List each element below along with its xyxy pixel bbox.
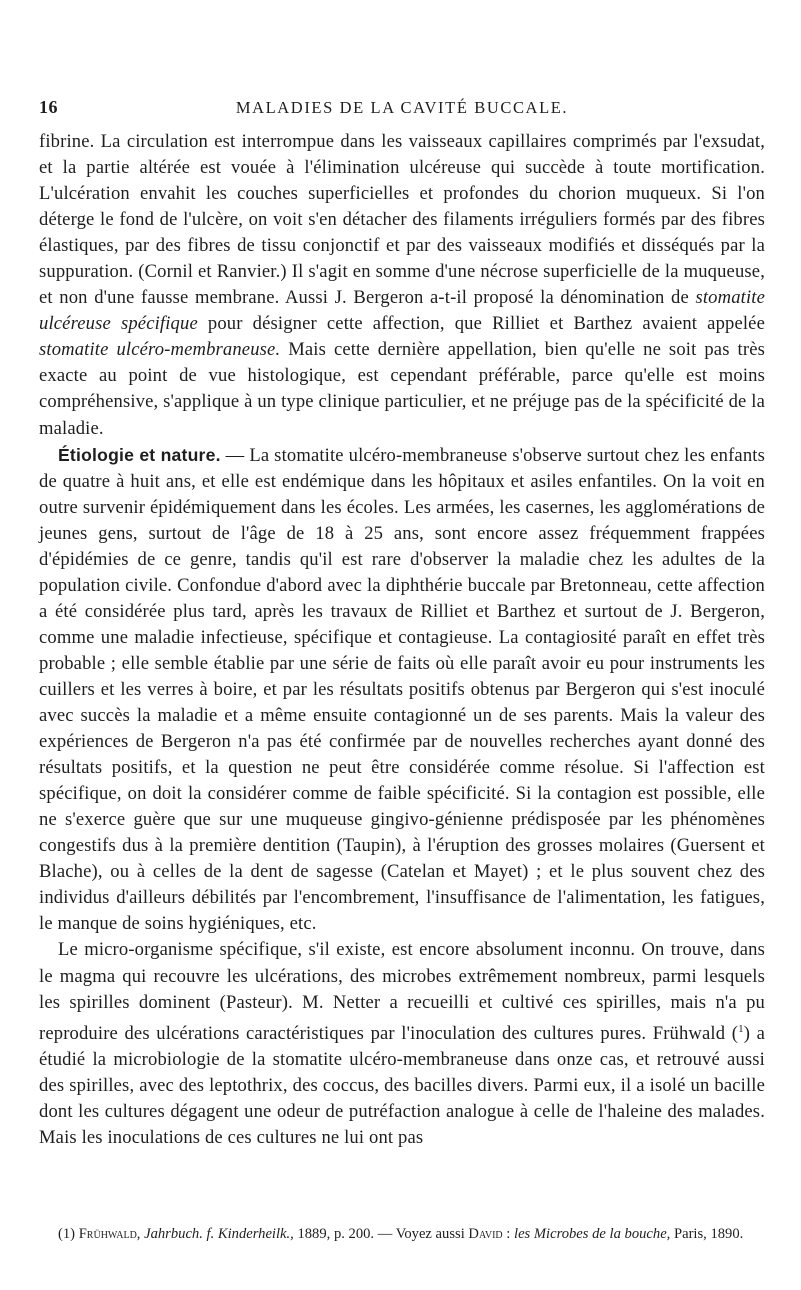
italic-term: stomatite ulcéreuse spécifique xyxy=(39,287,765,335)
footnote xyxy=(39,1224,765,1244)
footnote-marker: (1) xyxy=(58,1226,76,1242)
paragraph-text: ) a étudié la microbiologie de la stomatite ulcéro-membraneuse dans onze cas, et retrouvé aussi des spirilles, avec des leptothrix, des coccus, des bacilles divers. Parmi eux, il a isolé un bacille dont les cultures dégagent une odeur de putréfaction analogue à celle de l'haleine des malades. Mais les inoculations de ces cultures ne lui ont pas xyxy=(39,1022,766,1148)
paragraph-microbiology xyxy=(39,937,765,1151)
page-number: 16 xyxy=(39,97,58,117)
italic-term: stomatite ulcéro-membraneuse. xyxy=(39,339,281,361)
footnote-reference: 1 xyxy=(738,1022,744,1035)
paragraph-pathology xyxy=(39,129,765,442)
footnote-tail: Paris, 1890. xyxy=(670,1226,744,1242)
paragraph-text: — La stomatite ulcéro-membraneuse s'observe surtout chez les enfants de quatre à huit ans, et elle est endémique dans les hôpitaux et asiles enfantiles. On la voit en outre survenir épidémiquement dans les écoles. Les armées, les casernes, les agglomérations de jeunes gens, surtout de l'âge de 18 à 25 ans, sont encore assez fréquemment frappées d'épidémies de ce genre, tandis qu'il est rare d'observer la maladie chez les adultes de la population civile. Confondue d'abord avec la diphthérie buccale par Bretonneau, cette affection a été considérée plus tard, après les travaux de Rilliet et Barthez et surtout de J. Bergeron, comme une maladie infectieuse, spécifique et contagieuse. La contagiosité paraît en effet très probable ; elle semble établie par une série de faits où elle paraît avoir eu pour instruments les cuillers et les verres à boire, et par les résultats positifs obtenus par Bergeron qui s'est inoculé avec succès la maladie et a même ensuite contagionné un de ses parents. Mais la valeur des expériences de Bergeron n'a pas été confirmée par de nouvelles recherches ayant donné des résultats positifs, et la question ne peut être considérée comme résolue. Si l'affection est spécifique, on doit la considérer comme de faible spécificité. Si la contagion est possible, elle ne s'exerce guère que sur une muqueuse gingivo-génienne prédisposée par les phénomènes congestifs dus à la première dentition (Taupin), à l'éruption des grosses molaires (Guersent et Blache), ou à celles de la dent de sagesse (Catelan et Mayet) ; et le plus souvent chez des individus d'ailleurs débilités par l'encombrement, l'insuffisance de l'alimentation, les fatigues, le manque de soins hygiéniques, etc. xyxy=(39,444,765,935)
body-text xyxy=(39,129,765,1151)
footnote-title: les Microbes de la bouche, xyxy=(514,1226,671,1242)
section-heading: Étiologie et nature. xyxy=(58,444,221,465)
running-head xyxy=(39,97,765,119)
paragraph-text: Mais cette dernière appellation, bien qu'elle ne soit pas très exacte au point de vue histologique, est cependant préférable, parce qu'elle est moins compréhensive, s'applique à un type clinique particulier, et ne préjuge pas de la spécificité de la maladie. xyxy=(39,339,765,439)
footnote-author: Frühwald, xyxy=(78,1226,141,1242)
header-title: MALADIES DE LA CAVITÉ BUCCALE. xyxy=(235,98,569,117)
paragraph-text: pour désigner cette affection, que Rilliet et Barthez avaient appelée xyxy=(197,313,765,335)
footnote-text xyxy=(39,1224,765,1244)
paragraph-etiology xyxy=(39,442,765,938)
paragraph-text: Le micro-organisme spécifique, s'il existe, est encore absolument inconnu. On trouve, dans le magma qui recouvre les ulcérations, des microbes extrêmement nombreux, parmi lesquels les spirilles dominent (Pasteur). M. Netter a recueilli et cultivé ces spirilles, mais n'a pu reproduire des ulcérations caractéristiques par l'inoculation des cultures pures. Frühwald ( xyxy=(39,939,765,1044)
footnote-author-2: David xyxy=(468,1226,503,1242)
footnote-journal: Jahrbuch. f. Kinderheilk., xyxy=(144,1226,294,1242)
footnote-separator: : xyxy=(502,1226,515,1242)
paragraph-text: fibrine. La circulation est interrompue dans les vaisseaux capillaires comprimés par l'exsudat, et la partie altérée est vouée à l'élimination ulcéreuse qui succède à toute mortification. L'ulcération envahit les couches superficielles et profondes du chorion muqueux. Si l'on déterge le fond de l'ulcère, on voit s'en détacher des filaments irréguliers formés par des fibres élastiques, par des fibres de tissu conjonctif et par des vaisseaux modifiés et disséqués par la suppuration. (Cornil et Ranvier.) Il s'agit en somme d'une nécrose superficielle de la muqueuse, et non d'une fausse membrane. Aussi J. Bergeron a-t-il proposé la dénomination de xyxy=(39,131,765,309)
footnote-details: 1889, p. 200. — Voyez aussi xyxy=(293,1226,469,1242)
